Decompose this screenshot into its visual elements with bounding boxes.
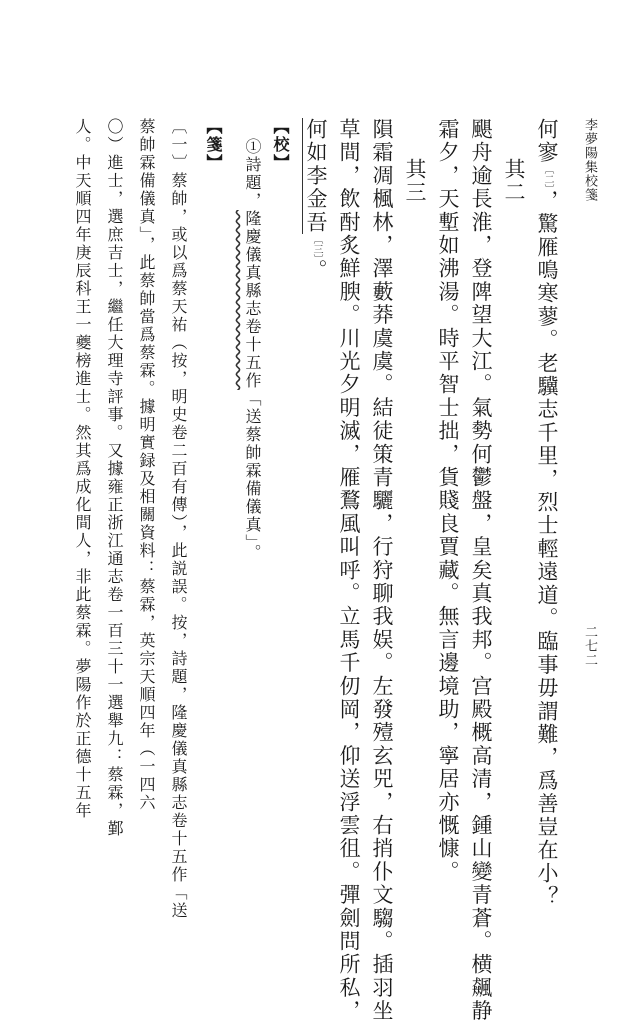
commentary-line-1: 〔一〕蔡帥，或以爲蔡天祐（按，明史卷二百有傳），此説誤。按，詩題，隆慶儀真縣志卷十五作「送 xyxy=(169,118,188,920)
collation-label: 【校】 xyxy=(271,118,290,172)
poem-text: 何寥 xyxy=(535,118,559,165)
poem-line-1 xyxy=(536,118,557,909)
page-number: 二七二 xyxy=(582,625,597,667)
poem-line-3: 霜夕，天塹如沸湯。時平智士拙，貨賤良賈藏。無言邊境助，寧居亦慨慷。 xyxy=(436,118,460,884)
footnote-marker: 〔二〕 xyxy=(542,164,553,190)
footnote-marker: 〔三〕 xyxy=(311,234,322,259)
poem-line-5: 草間，飲酎炙鮮腴。川光夕明滅，雁鶩風叫呼。立馬千仞岡，仰送浮雲徂。彈劍問所私， xyxy=(337,118,361,1023)
commentary-line-4: 人。中天順四年庚辰科王一夔榜進士。然其爲成化間人，非此蔡霖。夢陽作於正德十五年 xyxy=(73,118,92,820)
collation-marker: ①詩題， xyxy=(243,138,262,210)
source-title: 隆慶儀真縣志卷十五作 xyxy=(243,210,262,390)
collation-note xyxy=(244,138,260,562)
poem-subtitle-3: 其三 xyxy=(403,158,427,205)
commentary-label: 【箋】 xyxy=(204,118,223,172)
book-title: 李夢陽集校箋 xyxy=(582,118,597,202)
poem-text: ，驚雁鳴寒蓼。老驥志千里，烈士輕遠道。臨事毋謂難，爲善豈在小？ xyxy=(535,189,559,909)
collation-text: 「送蔡帥霖備儀真」。 xyxy=(243,390,262,562)
poem-text: 何如李金吾 xyxy=(304,118,328,234)
poem-line-6 xyxy=(305,118,326,282)
poem-text: 。 xyxy=(304,259,328,283)
poem-subtitle-2: 其二 xyxy=(502,158,526,205)
poem-line-4: 隕霜凋楓林，澤藪莽虞虞。結徒策青驪，行狩聊我娱。左發殪玄兕，右捎仆文騶。插羽坐 xyxy=(370,118,394,1023)
commentary-line-2: 蔡帥霖備儀真」，此蔡帥當爲蔡霖。據明實録及相關資料：蔡霖，英宗天順四年（一四六 xyxy=(137,118,156,812)
commentary-line-3: 〇）進士，選庶吉士，繼任大理寺評事。又據雍正浙江通志卷一百三十一選舉九：蔡霖，鄞 xyxy=(105,118,124,838)
poem-line-2: 颶舟逾長淮，登陴望大江。氣勢何鬱盤，皇矣真我邦。宫殿概高清，鍾山變青蒼。横飆静 xyxy=(469,118,493,1023)
